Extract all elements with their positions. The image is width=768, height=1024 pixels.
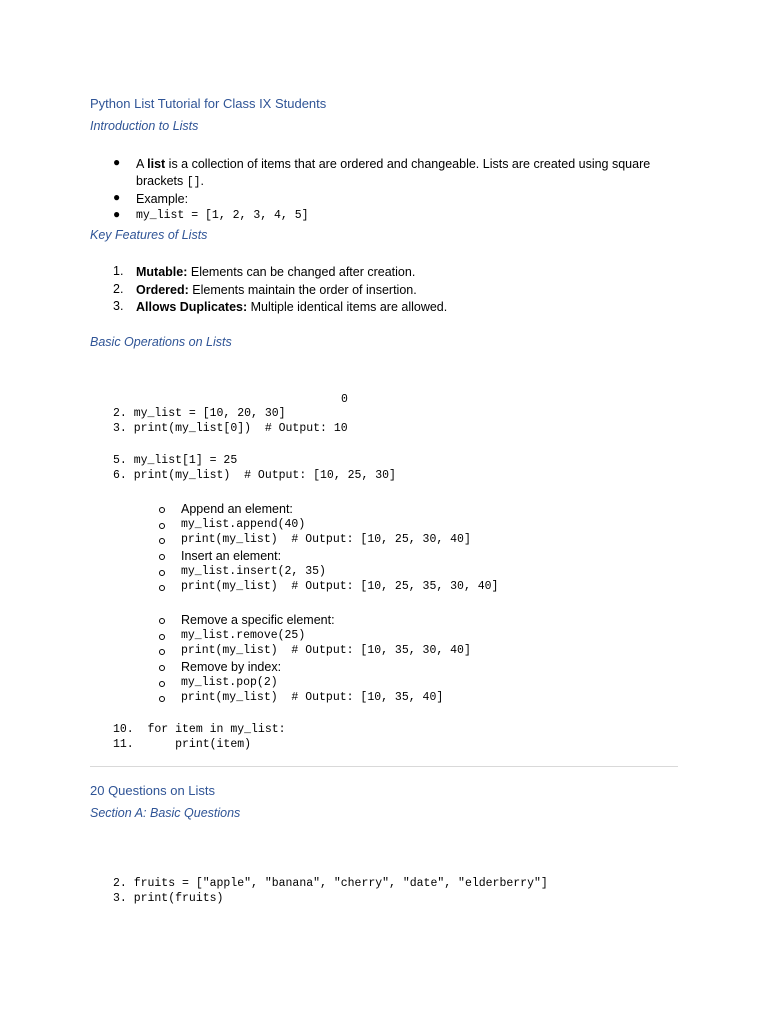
code-line: 6. print(my_list) # Output: [10, 25, 30] (113, 469, 396, 482)
intro-bullet-1 (136, 156, 650, 173)
feature-label: Mutable: (136, 265, 188, 279)
code-line: 5. my_list[1] = 25 (113, 454, 238, 467)
section-a-heading: Section A: Basic Questions (90, 806, 241, 820)
sub-item-text: Remove a specific element: (181, 613, 335, 627)
circle-bullet-icon (159, 554, 165, 560)
intro-bullet-1-bold: list (147, 157, 166, 171)
intro-bullet-1-line2-post: . (200, 174, 205, 188)
circle-bullet-icon (159, 538, 165, 544)
sub-item-code: print(my_list) # Output: [10, 35, 30, 40] (181, 644, 471, 657)
bullet-icon: ● (113, 207, 121, 221)
sub-item-code: my_list.pop(2) (181, 676, 278, 689)
circle-bullet-icon (159, 570, 165, 576)
sub-item-code: print(my_list) # Output: [10, 25, 30, 40] (181, 533, 471, 546)
code-line: 2. fruits = ["apple", "banana", "cherry", "date", "elderberry"] (113, 877, 548, 890)
feature-label: Ordered: (136, 283, 189, 297)
sub-item-code: print(my_list) # Output: [10, 25, 35, 30, 40] (181, 580, 499, 593)
stray-code-char: 0 (341, 393, 348, 406)
feature-item (136, 282, 417, 299)
intro-bullet-2: Example: (136, 192, 189, 206)
questions-heading: 20 Questions on Lists (90, 783, 216, 798)
code-line: 3. print(my_list[0]) # Output: 10 (113, 422, 348, 435)
code-line: 3. print(fruits) (113, 892, 224, 905)
brackets-code: [] (186, 176, 201, 189)
feature-text: Elements can be changed after creation. (187, 265, 416, 279)
circle-bullet-icon (159, 681, 165, 687)
circle-bullet-icon (159, 649, 165, 655)
sub-item-text: Remove by index: (181, 660, 282, 674)
feature-number: 2. (113, 282, 124, 296)
circle-bullet-icon (159, 523, 165, 529)
circle-bullet-icon (159, 618, 165, 624)
code-line: 11. print(item) (113, 738, 252, 751)
bullet-icon: ● (113, 155, 121, 169)
feature-number: 1. (113, 264, 124, 278)
sub-item-code: print(my_list) # Output: [10, 35, 40] (181, 691, 444, 704)
circle-bullet-icon (159, 665, 165, 671)
intro-bullet-1-pre: A (136, 157, 148, 171)
intro-bullet-1-line2 (136, 173, 204, 191)
intro-heading: Introduction to Lists (90, 119, 199, 133)
circle-bullet-icon (159, 634, 165, 640)
sub-item-text: Append an element: (181, 502, 293, 516)
sub-item-code: my_list.remove(25) (181, 629, 306, 642)
feature-label: Allows Duplicates: (136, 300, 248, 314)
section-divider (90, 766, 678, 767)
bullet-icon: ● (113, 190, 121, 204)
feature-number: 3. (113, 299, 124, 313)
circle-bullet-icon (159, 507, 165, 513)
intro-bullet-1-line2-pre: brackets (136, 174, 187, 188)
page-title: Python List Tutorial for Class IX Students (90, 96, 327, 111)
feature-item (136, 264, 415, 281)
sub-item-text: Insert an element: (181, 549, 282, 563)
feature-item (136, 299, 447, 316)
ops-heading: Basic Operations on Lists (90, 335, 232, 349)
intro-bullet-1-post: is a collection of items that are ordered and changeable. Lists are created using square (165, 157, 651, 171)
feature-text: Multiple identical items are allowed. (247, 300, 448, 314)
code-line: 2. my_list = [10, 20, 30] (113, 407, 286, 420)
circle-bullet-icon (159, 585, 165, 591)
features-heading: Key Features of Lists (90, 228, 208, 242)
feature-text: Elements maintain the order of insertion. (188, 283, 417, 297)
intro-bullet-3-code: my_list = [1, 2, 3, 4, 5] (136, 209, 309, 222)
code-line: 10. for item in my_list: (113, 723, 286, 736)
sub-item-code: my_list.append(40) (181, 518, 306, 531)
circle-bullet-icon (159, 696, 165, 702)
sub-item-code: my_list.insert(2, 35) (181, 565, 326, 578)
